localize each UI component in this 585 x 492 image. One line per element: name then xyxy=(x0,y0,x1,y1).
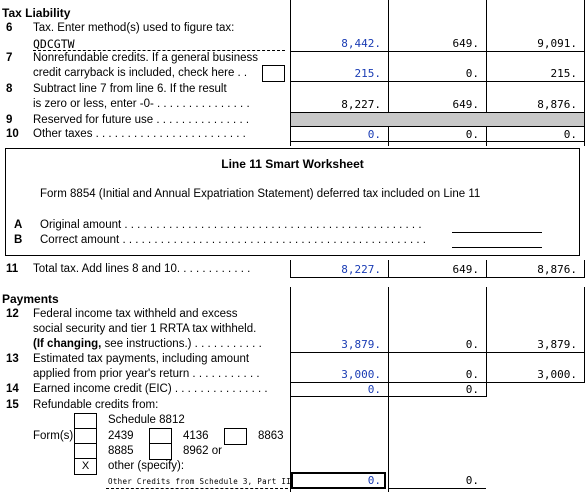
line-6-rule xyxy=(290,51,585,52)
line-6-method[interactable]: QDCGTW xyxy=(33,37,75,51)
line-11-divider-1 xyxy=(290,260,291,278)
line-13-rule xyxy=(290,382,585,383)
line-7-text-2: credit carryback is included, check here . . xyxy=(33,67,248,79)
line-14-rule xyxy=(290,396,487,397)
other-credits-description[interactable]: Other Credits from Schedule 3, Part II xyxy=(108,477,291,486)
line-12-rule xyxy=(290,352,585,353)
line-12-text-2: social security and tier 1 RRTA tax withheld. xyxy=(33,323,257,335)
line-13-col1[interactable]: 3,000. xyxy=(341,368,381,381)
line-10-col3: 0. xyxy=(563,128,577,141)
forms-label: Form(s) xyxy=(33,430,74,442)
line-14-number: 14 xyxy=(6,383,19,395)
worksheet-row-b-text: Correct amount . . . . . . . . . . . . . . . . . . . . . . . . . . . . . . . . . . . . . . . . . . . . . . . . xyxy=(40,234,426,246)
line-12-if-changing: (If changing, xyxy=(33,338,102,350)
worksheet-row-b-letter: B xyxy=(14,234,23,246)
line-9-text: Reserved for future use . . . . . . . . . . . . . . . xyxy=(33,114,250,126)
line-14-col2: 0. xyxy=(465,383,479,396)
line-9-shaded-area xyxy=(291,113,584,126)
line-7-col1[interactable]: 215. xyxy=(354,67,381,80)
line-12-col3: 3,879. xyxy=(537,338,577,351)
worksheet-row-b-field[interactable] xyxy=(452,247,542,248)
line-11-col3: 8,876. xyxy=(537,263,577,276)
form-4136-label: 4136 xyxy=(183,430,209,442)
line-11-col2: 649. xyxy=(452,263,479,276)
other-desc-underline xyxy=(106,488,288,489)
other-checkbox[interactable]: X xyxy=(74,458,97,475)
form-8863-checkbox[interactable] xyxy=(224,428,247,445)
line-11-text: Total tax. Add lines 8 and 10. . . . . . . . . . . . xyxy=(33,263,251,275)
line-12-number: 12 xyxy=(6,308,19,320)
worksheet-row-a-field[interactable] xyxy=(452,232,542,233)
line-6-col3: 9,091. xyxy=(537,37,577,50)
line-13-col3: 3,000. xyxy=(537,368,577,381)
line-6-text: Tax. Enter method(s) used to figure tax: xyxy=(33,22,235,34)
line-7-carryback-checkbox[interactable] xyxy=(262,65,285,82)
line-7-number: 7 xyxy=(6,52,13,64)
tax-liability-header: Tax Liability xyxy=(2,6,71,20)
line-8-text-2: is zero or less, enter -0- . . . . . . . . . . . . . . . xyxy=(33,98,250,110)
schedule-8812-label: Schedule 8812 xyxy=(108,414,185,426)
smart-worksheet-desc: Form 8854 (Initial and Annual Expatriation Statement) deferred tax included on Line 11 xyxy=(40,188,481,200)
other-label: other (specify): xyxy=(108,460,185,472)
line-8-text-1: Subtract line 7 from line 6. If the result xyxy=(33,83,227,95)
line-8-col3: 8,876. xyxy=(537,98,577,111)
line-15-rule xyxy=(388,488,486,489)
line-10-text: Other taxes . . . . . . . . . . . . . . . . . . . . . . . . xyxy=(33,128,246,140)
line-6-number: 6 xyxy=(6,22,13,34)
line-10-number: 10 xyxy=(6,128,19,140)
worksheet-row-a-text: Original amount . . . . . . . . . . . . . . . . . . . . . . . . . . . . . . . . . . . . . . . . . . . . . . . xyxy=(40,219,422,231)
line-11-number: 11 xyxy=(6,263,19,275)
payments-header: Payments xyxy=(2,292,59,306)
pay-divider-2 xyxy=(388,287,389,492)
line-14-col1[interactable]: 0. xyxy=(367,383,381,396)
line-13-col2: 0. xyxy=(465,368,479,381)
form-8885-label: 8885 xyxy=(108,445,134,457)
line-13-number: 13 xyxy=(6,353,19,365)
line-8-col1: 8,227. xyxy=(341,98,381,111)
line-6-method-underline xyxy=(33,50,285,51)
line-14-text: Earned income credit (EIC) . . . . . . . . . . . . . . . xyxy=(33,383,268,395)
line-7-rule xyxy=(290,81,585,82)
line-8-col2: 649. xyxy=(452,98,479,111)
form-8962-checkbox[interactable] xyxy=(149,443,172,460)
line-10-rule xyxy=(290,141,585,142)
line-10-col2: 0. xyxy=(465,128,479,141)
line-6-col1[interactable]: 8,442. xyxy=(341,37,381,50)
line-12-text-3 xyxy=(33,338,262,350)
worksheet-row-a-letter: A xyxy=(14,219,23,231)
line-11-divider-2 xyxy=(388,260,389,278)
line-15-col2: 0. xyxy=(465,474,479,487)
form-8962-label: 8962 or xyxy=(183,445,223,457)
line-15-text: Refundable credits from: xyxy=(33,399,159,411)
line-12-text-1: Federal income tax withheld and excess xyxy=(33,308,238,320)
line-12-col1[interactable]: 3,879. xyxy=(341,338,381,351)
line-12-see-instructions: see instructions.) . . . . . . . . . . . xyxy=(101,338,262,350)
line-9-rule xyxy=(290,126,585,127)
line-7-text-1: Nonrefundable credits. If a general business xyxy=(33,52,259,64)
line-15-col1[interactable]: 0. xyxy=(367,474,381,487)
line-11-rule xyxy=(290,277,585,278)
line-13-text-2: applied from prior year's return . . . . . . . . . . . xyxy=(33,368,260,380)
pay-divider-3 xyxy=(486,287,487,397)
line-11-col1[interactable]: 8,227. xyxy=(341,263,381,276)
line-13-text-1: Estimated tax payments, including amount xyxy=(33,353,250,365)
line-11-divider-3 xyxy=(486,260,487,278)
line-12-col2: 0. xyxy=(465,338,479,351)
line-15-number: 15 xyxy=(6,399,19,411)
line-8-number: 8 xyxy=(6,83,13,95)
form-2439-label: 2439 xyxy=(108,430,134,442)
line-9-number: 9 xyxy=(6,114,13,126)
line-6-col2: 649. xyxy=(452,37,479,50)
smart-worksheet-box xyxy=(5,148,580,256)
form-8863-label: 8863 xyxy=(258,430,284,442)
smart-worksheet-title: Line 11 Smart Worksheet xyxy=(221,157,364,171)
line-7-col3: 215. xyxy=(550,67,577,80)
pay-divider-1 xyxy=(290,287,291,492)
line-10-col1[interactable]: 0. xyxy=(367,128,381,141)
line-7-col2: 0. xyxy=(465,67,479,80)
